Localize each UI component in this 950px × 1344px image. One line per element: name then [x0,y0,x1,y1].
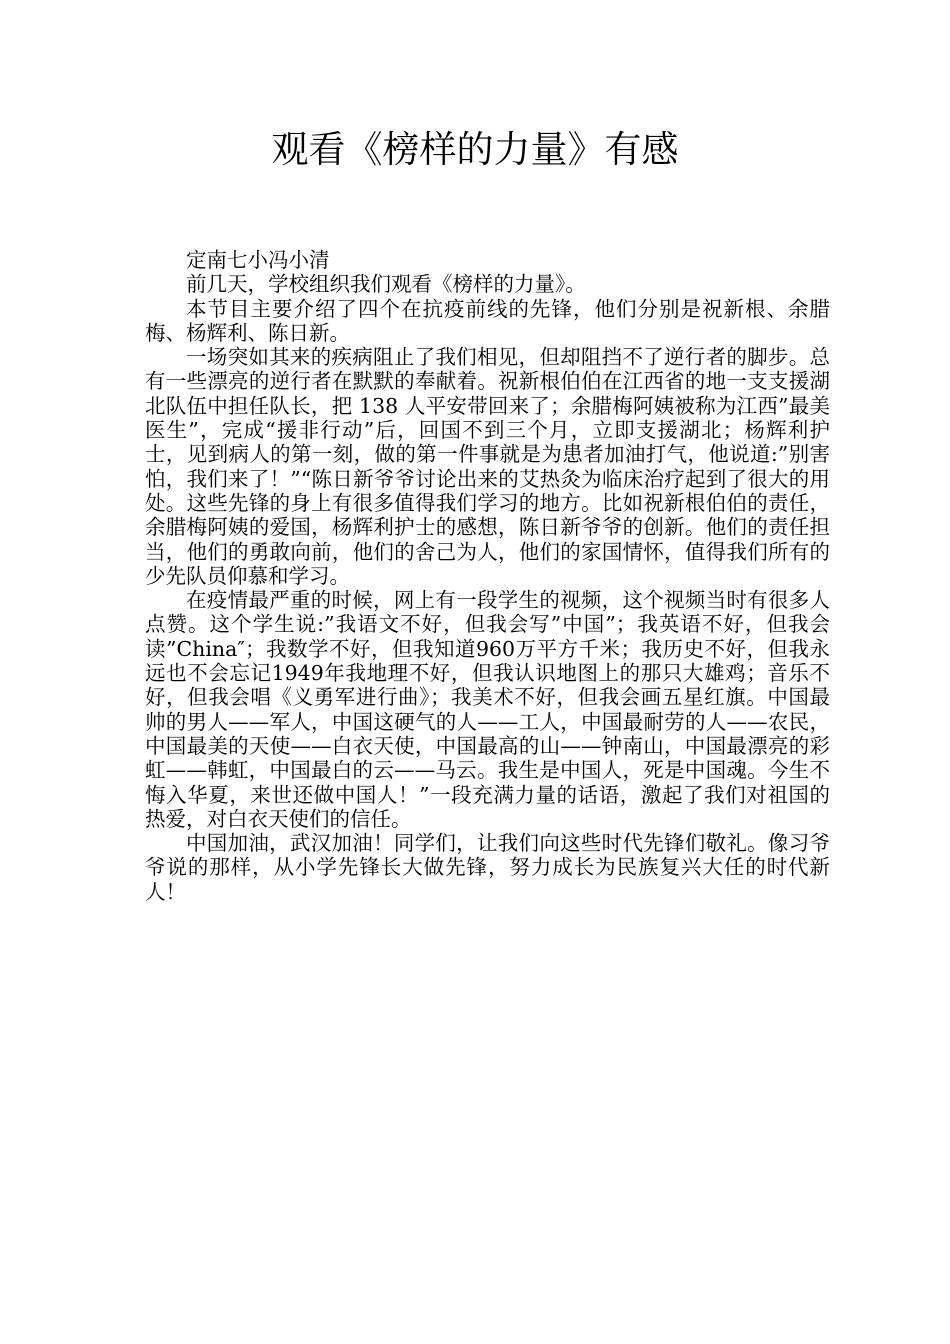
paragraph-student-video: 在疫情最严重的时候，网上有一段学生的视频，这个视频当时有很多人点赞。这个学生说:”我语文不好，但我会写”中国”；我英语不好，但我会读”China″；我数学不好，但我知道960万平方千米；我历史不好，但我永远也不会忘记1949年我地理不好，但我认识地图上的那只大雄鸡；音乐不好，但我会唱《义勇军进行曲》；我美术不好，但我会画五星红旗。中国最帅的男人——军人，中国这硬气的人——工人，中国最耐劳的人——农民，中国最美的天使——白衣天使，中国最高的山——钟南山，中国最漂亮的彩虹——韩虹，中国最白的云——马云。我生是中国人，死是中国魂。今生不悔入华夏，来世还做中国人！”一段充满力量的话语，激起了我们对祖国的热爱，对白衣天使们的信任。 [145,588,830,831]
author-line: 定南七小冯小清 [186,248,330,272]
paragraph-pioneers: 一场突如其来的疾病阻止了我们相见，但却阻挡不了逆行者的脚步。总有一些漂亮的逆行者在默默的奉献着。祝新根伯伯在江西省的地一支支援湖北队伍中担任队长，把 138 人平安带回来了；余腊梅阿姨被称为江西”最美医生”，完成“援非行动”后，回国不到三个月，立即支援湖北；杨辉利护士，见到病人的第一刻，做的第一件事就是为患者加油打气，他说道:”别害怕，我们来了！”“陈日新爷爷讨论出来的艾热灸为临床治疗起到了很大的用处。这些先锋的身上有很多值得我们学习的地方。比如祝新根伯伯的责任，余腊梅阿姨的爱国，杨辉利护士的感想，陈日新爷爷的创新。他们的责任担当，他们的勇敢向前，他们的舍己为人，他们的家国情怀，值得我们所有的少先队员仰慕和学习。 [145,345,830,588]
document-body [145,248,830,904]
paragraph-program: 本节目主要介绍了四个在抗疫前线的先锋，他们分别是祝新根、余腊梅、杨辉利、陈日新。 [145,296,830,345]
paragraph-conclusion: 中国加油，武汉加油！同学们，让我们向这些时代先锋们敬礼。像习爷爷说的那样，从小学先锋长大做先锋，努力成长为民族复兴大任的时代新人！ [145,831,830,904]
document-title: 观看《榜样的力量》有感 [271,128,679,171]
paragraph-intro: 前几天，学校组织我们观看《榜样的力量》。 [186,272,586,297]
